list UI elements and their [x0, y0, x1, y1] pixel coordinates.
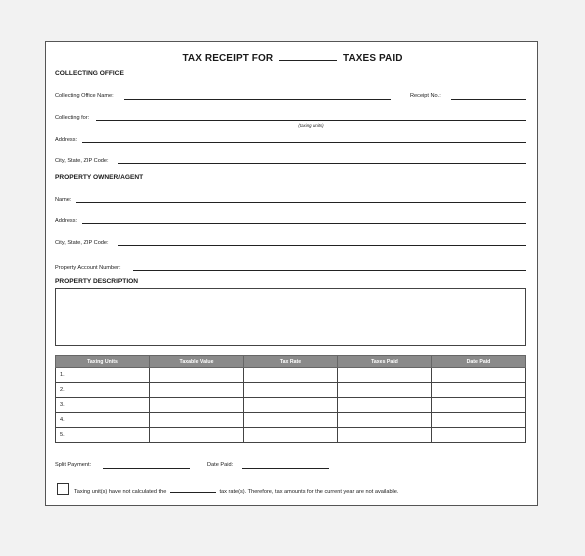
- title-prefix: TAX RECEIPT FOR: [182, 53, 274, 64]
- owner-name-field[interactable]: [76, 202, 526, 203]
- table-cell[interactable]: [432, 383, 526, 398]
- office-name-label: Collecting Office Name:: [55, 93, 114, 99]
- table-cell[interactable]: [432, 413, 526, 428]
- owner-city-label: City, State, ZIP Code:: [55, 240, 109, 246]
- account-number-field[interactable]: [133, 270, 526, 271]
- receipt-no-label: Receipt No.:: [410, 93, 441, 99]
- rates-note-prefix: Taxing unit(s) have not calculated the: [74, 489, 167, 495]
- table-cell[interactable]: [244, 398, 338, 413]
- split-payment-label: Split Payment:: [55, 462, 92, 468]
- office-name-field[interactable]: [124, 99, 391, 100]
- split-payment-field[interactable]: [103, 468, 190, 469]
- tax-receipt-form: [45, 41, 538, 506]
- owner-heading: PROPERTY OWNER/AGENT: [55, 174, 144, 181]
- table-cell[interactable]: [150, 398, 244, 413]
- owner-address-field[interactable]: [82, 223, 526, 224]
- table-cell[interactable]: [338, 368, 432, 383]
- table-cell[interactable]: [150, 413, 244, 428]
- table-cell[interactable]: [150, 368, 244, 383]
- table-cell[interactable]: [244, 383, 338, 398]
- rates-note: [74, 486, 398, 495]
- property-description-box[interactable]: [55, 288, 526, 346]
- table-cell[interactable]: [338, 428, 432, 443]
- tax-year-blank-field[interactable]: [170, 486, 216, 493]
- collecting-for-label: Collecting for:: [55, 115, 90, 121]
- table-cell[interactable]: [432, 428, 526, 443]
- owner-address-label: Address:: [55, 218, 78, 224]
- office-city-field[interactable]: [118, 163, 526, 164]
- taxing-units-caption: (taxing units): [298, 123, 324, 128]
- table-header-row: [56, 356, 526, 368]
- rates-note-suffix: tax rate(s). Therefore, tax amounts for the current year are not available.: [219, 489, 399, 495]
- table-cell[interactable]: [244, 413, 338, 428]
- receipt-no-field[interactable]: [451, 99, 526, 100]
- table-cell[interactable]: [432, 398, 526, 413]
- table-cell[interactable]: [338, 413, 432, 428]
- owner-name-label: Name:: [55, 197, 72, 203]
- account-number-label: Property Account Number:: [55, 265, 121, 271]
- column-header: Taxable Value: [150, 356, 244, 368]
- row-number: 2.: [56, 383, 150, 398]
- column-header: Tax Rate: [244, 356, 338, 368]
- collecting-office-heading: COLLECTING OFFICE: [55, 70, 124, 77]
- table-row: [56, 398, 526, 413]
- row-number: 3.: [56, 398, 150, 413]
- date-paid-field[interactable]: [242, 468, 329, 469]
- office-address-label: Address:: [55, 137, 78, 143]
- office-address-field[interactable]: [82, 142, 526, 143]
- title-blank-field[interactable]: [279, 51, 337, 61]
- column-header: Date Paid: [432, 356, 526, 368]
- table-row: [56, 413, 526, 428]
- table-cell[interactable]: [338, 398, 432, 413]
- owner-city-field[interactable]: [118, 245, 526, 246]
- table-cell[interactable]: [338, 383, 432, 398]
- form-title: [46, 51, 539, 64]
- table-row: [56, 368, 526, 383]
- row-number: 4.: [56, 413, 150, 428]
- table-cell[interactable]: [150, 428, 244, 443]
- description-heading: PROPERTY DESCRIPTION: [55, 278, 139, 285]
- rates-not-calculated-checkbox[interactable]: [57, 483, 69, 495]
- row-number: 1.: [56, 368, 150, 383]
- title-suffix: TAXES PAID: [343, 53, 403, 64]
- taxing-units-table: [55, 355, 526, 443]
- table-cell[interactable]: [150, 383, 244, 398]
- table-row: [56, 383, 526, 398]
- row-number: 5.: [56, 428, 150, 443]
- column-header: Taxing Units: [56, 356, 150, 368]
- collecting-for-field[interactable]: [96, 120, 526, 121]
- table-cell[interactable]: [244, 368, 338, 383]
- table-cell[interactable]: [432, 368, 526, 383]
- table-row: [56, 428, 526, 443]
- office-city-label: City, State, ZIP Code:: [55, 158, 109, 164]
- date-paid-label: Date Paid:: [207, 462, 234, 468]
- column-header: Taxes Paid: [338, 356, 432, 368]
- table-cell[interactable]: [244, 428, 338, 443]
